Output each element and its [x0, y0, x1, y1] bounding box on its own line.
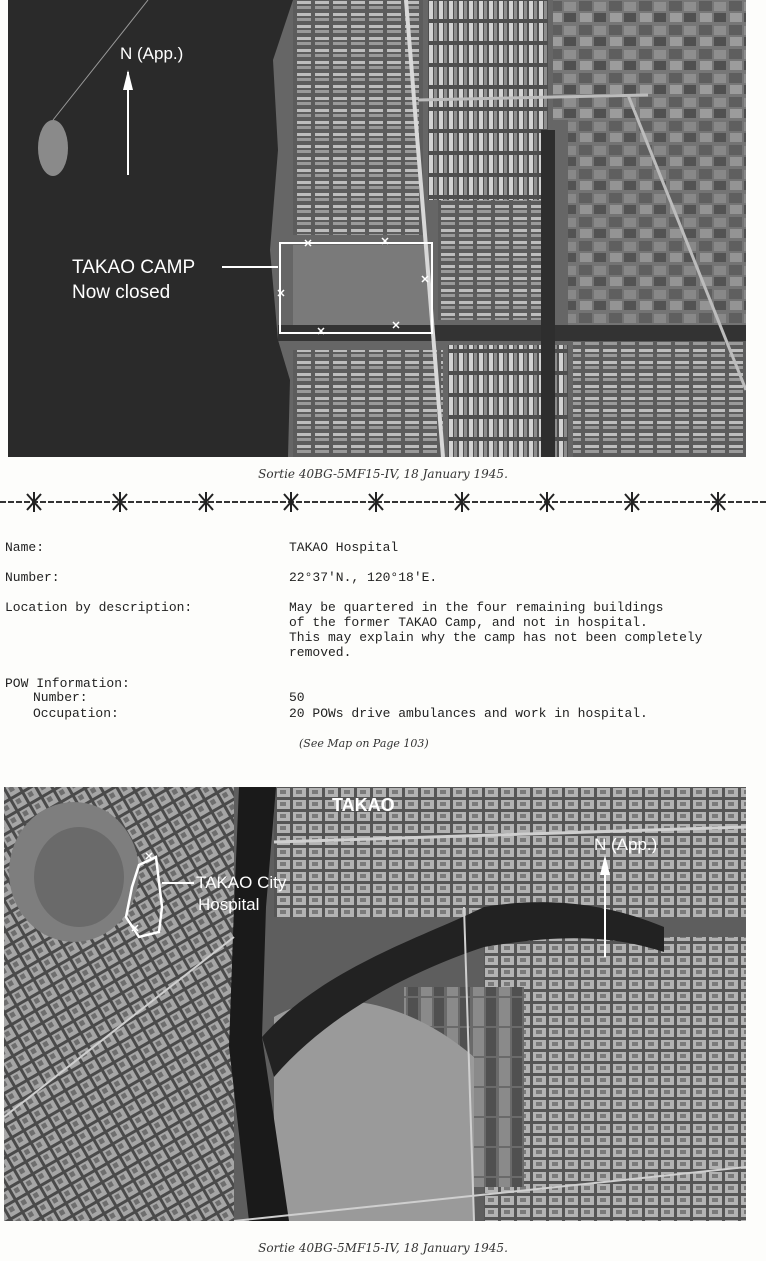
- name-label: Name:: [5, 540, 45, 555]
- city-label: TAKAO: [332, 795, 395, 815]
- location-line-4: removed.: [289, 645, 352, 660]
- camp-label-line1: TAKAO CAMP: [72, 257, 196, 278]
- pow-occupation-value: 20 POWs drive ambulances and work in hospital.: [289, 706, 648, 721]
- photo-caption-bottom: Sortie 40BG-5MF15-IV, 18 January 1945.: [258, 1241, 508, 1255]
- pow-number-label: Number:: [33, 690, 88, 705]
- north-label-bottom: N (App.): [594, 835, 658, 854]
- name-value: TAKAO Hospital: [289, 540, 399, 555]
- location-line-3: This may explain why the camp has not been completely: [289, 630, 703, 645]
- location-line-2: of the former TAKAO Camp, and not in hospital.: [289, 615, 648, 630]
- camp-label-line2: Now closed: [72, 282, 171, 303]
- aerial-photo-top: [8, 0, 746, 457]
- location-line-1: May be quartered in the four remaining buildings: [289, 600, 664, 615]
- pow-info-label: POW Information:: [5, 676, 130, 691]
- aerial-photo-top-graphic: [8, 0, 746, 457]
- pow-number-value: 50: [289, 690, 305, 705]
- aerial-photo-bottom: [4, 787, 746, 1221]
- hospital-label-line2: Hospital: [198, 895, 260, 914]
- location-label: Location by description:: [5, 600, 193, 615]
- number-value: 22°37'N., 120°18'E.: [289, 570, 438, 585]
- barbed-wire-divider: [0, 488, 766, 516]
- hospital-label-line1: TAKAO City: [196, 873, 287, 892]
- photo-caption-top: Sortie 40BG-5MF15-IV, 18 January 1945.: [258, 467, 508, 481]
- pow-occupation-label: Occupation:: [33, 706, 119, 721]
- number-label: Number:: [5, 570, 60, 585]
- north-label-top: N (App.): [120, 44, 184, 63]
- map-reference-note: (See Map on Page 103): [299, 737, 429, 750]
